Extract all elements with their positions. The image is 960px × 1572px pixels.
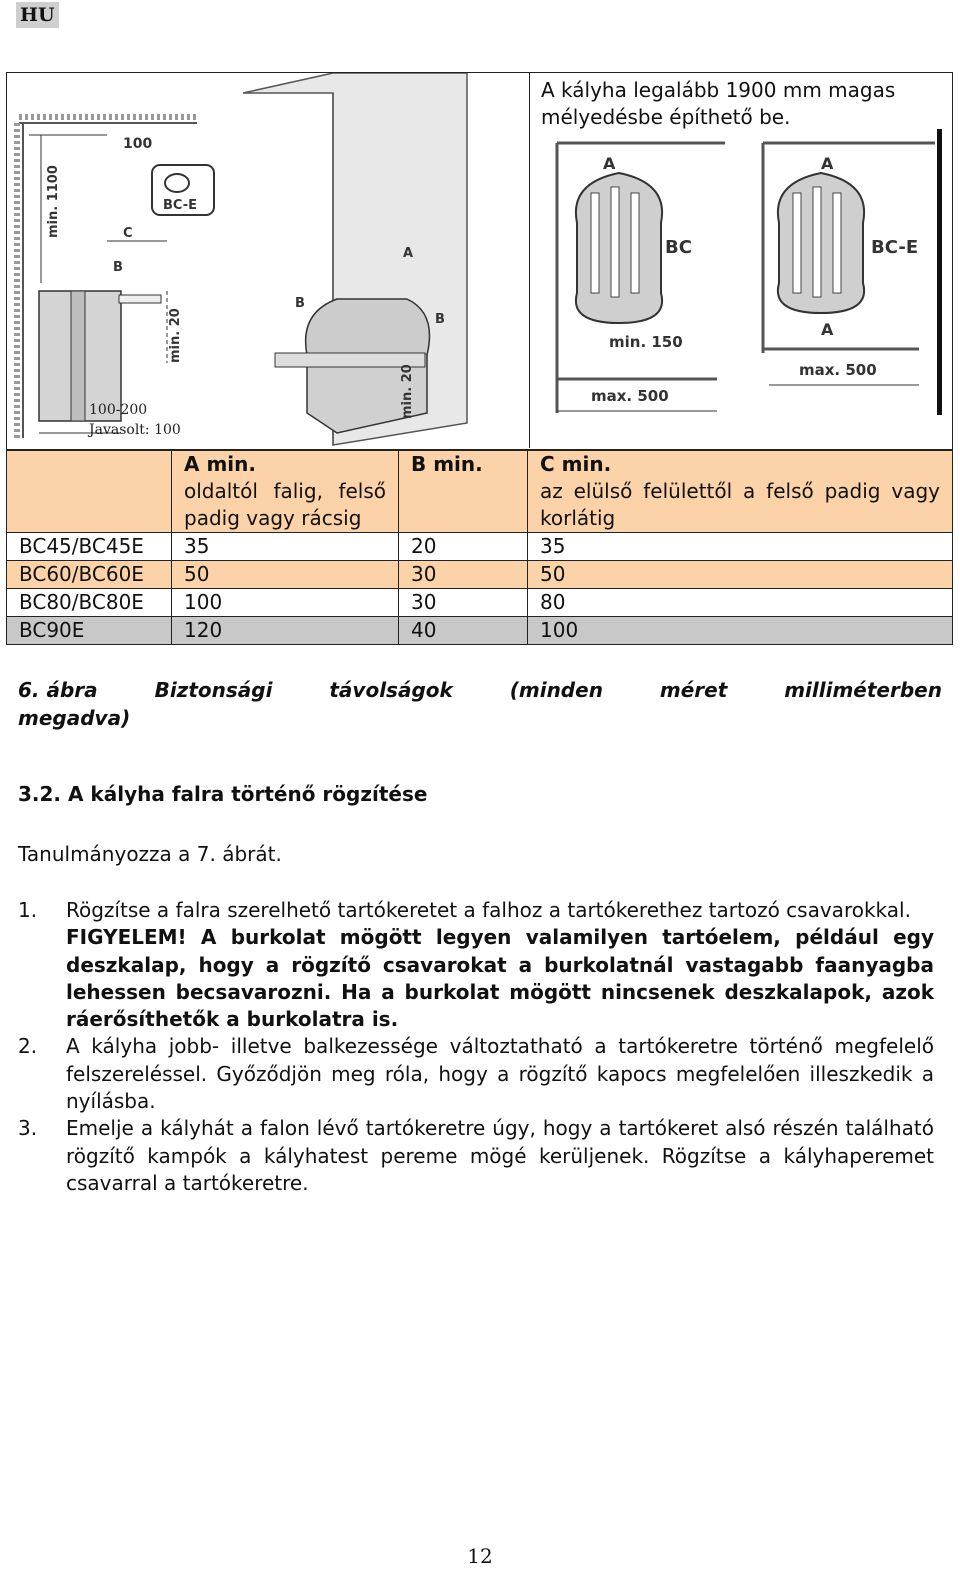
clearance-recommended: Javasolt: 100 — [89, 422, 181, 438]
a-cell: 120 — [172, 617, 399, 645]
table-header-row — [7, 451, 953, 533]
header-c-title: C min. — [540, 452, 612, 476]
page-number: 12 — [467, 1544, 493, 1568]
model-cell: BC80/BC80E — [7, 589, 172, 617]
caption-word: Biztonsági — [154, 678, 273, 702]
recess-note: A kályha legalább 1900 mm magas mélyedésbe építhető be. — [541, 78, 896, 129]
study-instruction: Tanulmányozza a 7. ábrát. — [18, 842, 282, 866]
table-row — [7, 561, 953, 589]
caption-line-2: megadva) — [18, 706, 131, 730]
step-number: 2. — [18, 1034, 38, 1059]
warning-text: FIGYELEM! A burkolat mögött legyen valamilyen tartóelem, például egy deszkalap, hogy a rögzítő csavarokat a burkolatnál vastagabb faanyagba lehessen becsavarozni. Ha a burkolat mögött nincsenek deszkalapok, azok ráerősíthetők a burkolatra is. — [66, 925, 934, 1032]
b-cell: 30 — [399, 561, 528, 589]
caption-line-1 — [18, 676, 942, 704]
model-cell: BC60/BC60E — [7, 561, 172, 589]
bc-a-top-label: A — [603, 154, 616, 173]
header-b-cell — [399, 451, 528, 533]
dim-100-label: 100 — [123, 136, 153, 152]
step-item — [18, 897, 934, 1033]
dim-b-label: B — [113, 260, 123, 275]
a-cell: 35 — [172, 533, 399, 561]
language-badge: HU — [16, 2, 59, 28]
dim-b3-label: B — [435, 312, 445, 327]
caption-word: távolságok — [329, 678, 453, 702]
step-number: 3. — [18, 1116, 38, 1141]
caption-word: (minden — [509, 678, 603, 702]
bc-e-model-label: BC-E — [871, 237, 919, 258]
b-cell: 20 — [399, 533, 528, 561]
header-c-desc: az elülső felülettől a felső padig vagy korlátig — [540, 479, 940, 530]
step-number: 1. — [18, 898, 38, 922]
recess-diagram — [529, 73, 951, 448]
step-text: Emelje a kályhát a falon lévő tartókeretre úgy, hogy a tartókeret alsó részén található rögzítő kampók a kályhatest pereme mögé kerüljenek. Rögzítse a kályhaperemet csavarral a tartókeretre. — [66, 1116, 934, 1195]
caption-word: méret — [659, 678, 728, 702]
installation-diagram — [7, 73, 530, 448]
table-row — [7, 589, 953, 617]
c-cell: 50 — [528, 561, 953, 589]
bc-e-a-bottom-label: A — [821, 320, 834, 339]
section-title: 3.2. A kályha falra történő rögzítése — [18, 782, 428, 806]
c-cell: 35 — [528, 533, 953, 561]
dim-b2-label: B — [295, 296, 305, 311]
dim-a-label: A — [403, 246, 414, 261]
header-c-cell — [528, 451, 953, 533]
model-cell: BC90E — [7, 617, 172, 645]
bc-e-controller-label: BC-E — [163, 198, 198, 213]
recess-drawing — [529, 73, 951, 448]
safety-distance-table — [6, 450, 953, 645]
min-20-label: min. 20 — [168, 308, 183, 363]
installation-steps — [18, 897, 934, 1197]
max-500-label-1: max. 500 — [591, 387, 669, 405]
a-cell: 50 — [172, 561, 399, 589]
max-500-label-2: max. 500 — [799, 361, 877, 379]
figure-caption — [18, 676, 942, 732]
min-1100-label: min. 1100 — [46, 165, 61, 238]
caption-word: milliméterben — [784, 678, 942, 702]
step-item — [18, 1033, 934, 1115]
installation-drawing — [7, 73, 529, 448]
min-20b-label: min. 20 — [400, 364, 415, 419]
b-cell: 30 — [399, 589, 528, 617]
header-a-title: A min. — [184, 452, 256, 476]
dim-c-label: C — [123, 226, 133, 241]
bc-e-a-top-label: A — [821, 154, 834, 173]
header-model-cell — [7, 451, 172, 533]
header-b-title: B min. — [411, 452, 483, 476]
step-item — [18, 1115, 934, 1197]
step-text: A kályha jobb- illetve balkezessége változtatható a tartókeretre történő megfelelő felszereléssel. Győződjön meg róla, hogy a rögzítő kapocs megfelelően illeszkedik a nyílásba. — [66, 1034, 934, 1114]
figure-6 — [6, 72, 953, 450]
a-cell: 100 — [172, 589, 399, 617]
clearance-range: 100-200 — [89, 402, 148, 418]
model-cell: BC45/BC45E — [7, 533, 172, 561]
min-150-label: min. 150 — [609, 333, 683, 351]
bc-model-label: BC — [665, 237, 692, 258]
header-a-cell — [172, 451, 399, 533]
table-row — [7, 533, 953, 561]
c-cell: 100 — [528, 617, 953, 645]
caption-figure-number: 6. ábra — [18, 678, 98, 702]
b-cell: 40 — [399, 617, 528, 645]
clearance-note — [89, 400, 181, 440]
step-text: Rögzítse a falra szerelhető tartókeretet a falhoz a tartókerethez tartozó csavarokkal. — [66, 898, 911, 922]
c-cell: 80 — [528, 589, 953, 617]
header-a-desc: oldaltól falig, felső padig vagy rácsig — [184, 479, 386, 530]
table-row — [7, 617, 953, 645]
